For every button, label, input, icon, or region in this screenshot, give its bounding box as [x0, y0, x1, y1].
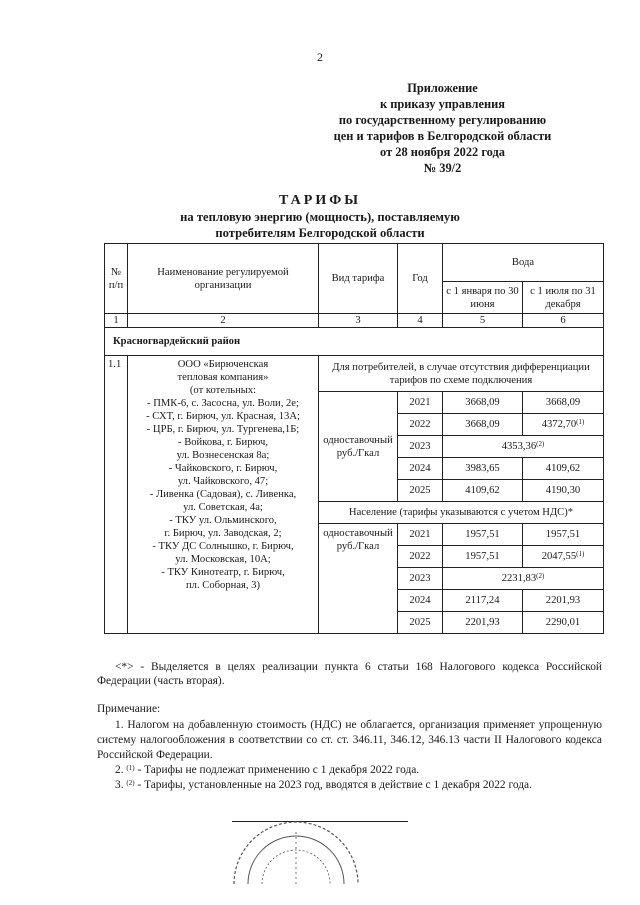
value-h1: 3983,65 — [443, 458, 523, 480]
tariffs-table — [104, 243, 604, 634]
organization-cell — [128, 356, 319, 634]
header-period-2: с 1 июля по 31 декабря — [523, 282, 604, 314]
value-merged — [443, 568, 604, 590]
appendix-block — [300, 80, 585, 176]
stamp-icon — [222, 772, 372, 892]
year-cell: 2025 — [398, 480, 443, 502]
org-line: ул. Чайковского, 47; — [177, 476, 269, 487]
org-line: - СХТ, г. Бирюч, ул. Красная, 13А; — [146, 411, 300, 422]
org-line: - Войкова, г. Бирюч, — [178, 437, 268, 448]
col-number: 6 — [523, 314, 604, 328]
value-h2 — [523, 612, 604, 634]
header-org: Наименование регулируемой организации — [128, 244, 319, 314]
value-h1: 3668,09 — [443, 414, 523, 436]
value-merged — [443, 436, 604, 458]
value-number: 4353,36 — [501, 441, 537, 452]
section-header-consumers: Для потребителей, в случае отсутствия дифференциации тарифов по схеме подключения — [319, 356, 604, 392]
value-h2 — [523, 524, 604, 546]
appendix-line: Приложение — [407, 81, 478, 95]
col-number: 1 — [105, 314, 128, 328]
value-number: 4190,30 — [545, 485, 581, 496]
note-text: - Тарифы, установленные на 2023 год, вводятся в действие с 1 декабря 2022 года. — [137, 779, 532, 791]
value-h1: 2117,24 — [443, 590, 523, 612]
org-line: - Ливенка (Садовая), с. Ливенка, — [149, 489, 297, 500]
org-line: - ПМК-6, с. Засосна, ул. Воли, 2е; — [147, 398, 299, 409]
org-line: - Чайковского, г. Бирюч, — [168, 463, 278, 474]
org-line: - ТКУ ул. Ольминского, — [169, 515, 277, 526]
note-number: 2. — [115, 764, 124, 776]
header-year: Год — [398, 244, 443, 314]
value-h1: 2201,93 — [443, 612, 523, 634]
org-line: ООО «Бирюченская — [177, 359, 269, 370]
notes-heading: Примечание: — [97, 703, 161, 715]
col-number: 3 — [319, 314, 398, 328]
year-cell: 2024 — [398, 590, 443, 612]
value-h2 — [523, 546, 604, 568]
value-number: 3668,09 — [545, 397, 581, 408]
year-cell: 2023 — [398, 568, 443, 590]
header-period-1: с 1 января по 30 июня — [443, 282, 523, 314]
region-row: Красногвардейский район — [105, 328, 604, 356]
org-line: пл. Соборная, 3) — [186, 580, 260, 591]
year-cell: 2022 — [398, 546, 443, 568]
org-line: ул. Московская, 10А; — [175, 554, 271, 565]
org-line: ул. Советская, 4а; — [183, 502, 263, 513]
footnote-mark: (1) — [576, 550, 585, 558]
header-num: № п/п — [105, 244, 128, 314]
section-header-population: Население (тарифы указываются с учетом НДС)* — [319, 502, 604, 524]
value-number: 4109,62 — [545, 463, 581, 474]
tariff-type-cell: одноставочный руб./Гкал — [319, 524, 398, 634]
footnote-mark: (1) — [576, 418, 585, 426]
value-h2 — [523, 590, 604, 612]
document-subtitle — [0, 209, 640, 241]
value-h1: 1957,51 — [443, 546, 523, 568]
value-h2 — [523, 458, 604, 480]
col-number: 4 — [398, 314, 443, 328]
value-h1: 3668,09 — [443, 392, 523, 414]
value-h2 — [523, 480, 604, 502]
vat-footnote — [97, 660, 602, 688]
footnote-mark: (2) — [126, 779, 135, 787]
value-number: 2290,01 — [545, 617, 581, 628]
appendix-line: от 28 ноября 2022 года — [380, 145, 505, 159]
value-number: 2201,93 — [545, 595, 581, 606]
year-cell: 2025 — [398, 612, 443, 634]
org-line: - ТКУ Кинотеатр, г. Бирюч, — [161, 567, 285, 578]
col-number: 5 — [443, 314, 523, 328]
value-h2 — [523, 392, 604, 414]
value-h1: 1957,51 — [443, 524, 523, 546]
note-text: - Тарифы не подлежат применению с 1 декабря 2022 года. — [137, 764, 420, 776]
footnote-mark: (2) — [536, 572, 545, 580]
year-cell: 2023 — [398, 436, 443, 458]
org-line: - ЦРБ, г. Бирюч, ул. Тургенева,1Б; — [146, 424, 300, 435]
value-number: 1957,51 — [545, 529, 581, 540]
org-line: ул. Вознесенская 8а; — [176, 450, 270, 461]
page-number: 2 — [317, 50, 323, 64]
appendix-line: по государственному регулированию — [338, 113, 547, 127]
subtitle-line: потребителям Белгородской области — [215, 226, 425, 240]
appendix-line: цен и тарифов в Белгородской области — [333, 129, 552, 143]
value-number: 4372,70 — [541, 419, 577, 430]
footnote-text: <*> - Выделяется в целях реализации пункта 6 статьи 168 Налогового кодекса Российской Федерации (часть вторая). — [97, 661, 602, 687]
value-number: 2231,83 — [501, 573, 537, 584]
document-title: ТАРИФЫ — [279, 193, 361, 208]
note-number: 3. — [115, 779, 124, 791]
footnote-mark: (1) — [126, 764, 135, 772]
year-cell: 2022 — [398, 414, 443, 436]
org-line: тепловая компания» — [177, 372, 269, 383]
header-water: Вода — [443, 244, 604, 282]
subtitle-line: на тепловую энергию (мощность), поставляемую — [180, 210, 460, 224]
tariff-type-cell: одноставочный руб./Гкал — [319, 392, 398, 502]
value-h2 — [523, 414, 604, 436]
note-1: 1. Налогом на добавленную стоимость (НДС) не облагается, организация применяет упрощенную систему налогообложения в соответствии со ст. ст. 346.11, 346.12, 346.13 части II Налогового кодекса Российской Федерации. — [97, 719, 602, 761]
value-number: 2047,55 — [541, 551, 577, 562]
year-cell: 2021 — [398, 524, 443, 546]
appendix-line: к приказу управления — [380, 97, 505, 111]
col-number: 2 — [128, 314, 319, 328]
value-h1: 4109,62 — [443, 480, 523, 502]
footnote-mark: (2) — [536, 440, 545, 448]
org-line: г. Бирюч, ул. Заводская, 2; — [164, 528, 282, 539]
header-tariff-type: Вид тарифа — [319, 244, 398, 314]
org-line: - ТКУ ДС Солнышко, г. Бирюч, — [152, 541, 294, 552]
org-line: (от котельных: — [189, 385, 257, 396]
year-cell: 2021 — [398, 392, 443, 414]
appendix-line: № 39/2 — [423, 161, 462, 175]
year-cell: 2024 — [398, 458, 443, 480]
row-number: 1.1 — [105, 356, 128, 634]
